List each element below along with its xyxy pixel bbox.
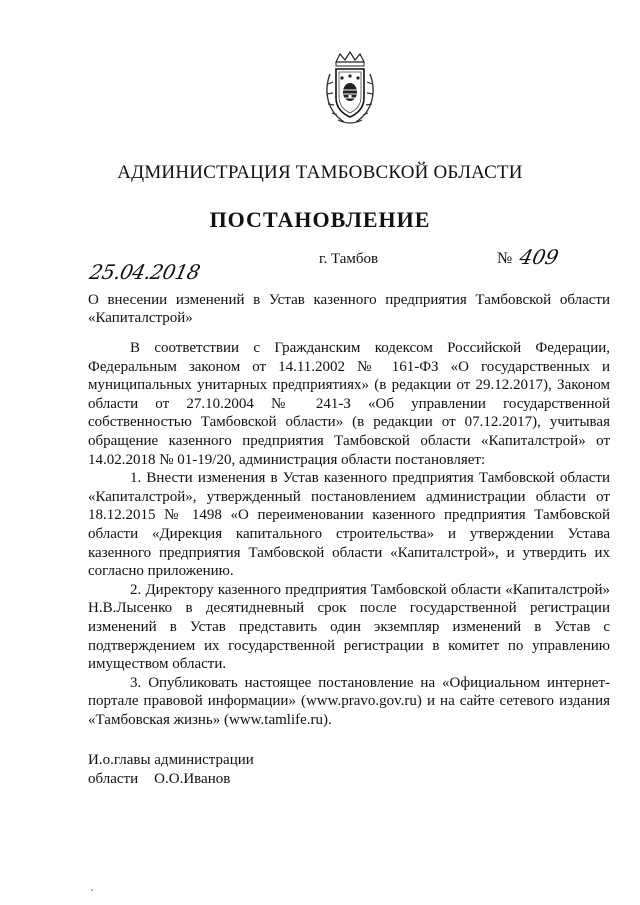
signatory-line2 — [88, 770, 254, 789]
city-label: г. Тамбов — [319, 251, 379, 267]
agency-title: АДМИНИСТРАЦИЯ ТАМБОВСКОЙ ОБЛАСТИ — [117, 162, 523, 183]
clause-1-paragraph: 1. Внести изменения в Устав казенного предприятия Тамбовской области «Капиталстрой», утвержденный постановлением администрации области от 18.12.2015 № 1498 «О переименовании казенного предприятия Тамбовской области «Дирекция капитального строительства» и утверждении Устава казенного предприятия Тамбовской области «Капиталстрой», и утвердить их согласно приложению. — [88, 470, 610, 580]
scan-speck — [91, 889, 93, 891]
handwritten-date: 25.04.2018 — [87, 260, 203, 284]
document-type-title: ПОСТАНОВЛЕНИЕ — [209, 207, 431, 232]
signatory-position-line1: И.о.главы администрации — [88, 752, 254, 768]
handwritten-document-number: 409 — [517, 245, 561, 269]
signatory-name: О.О.Иванов — [154, 771, 231, 787]
signatory-position-line2: области — [88, 771, 139, 787]
clause-3-paragraph: 3. Опубликовать настоящее постановление на «Официальном интернет-портале правовой информации» (www.pravo.gov.ru) и на сайте сетевого издания «Тамбовская жизнь» (www.tamlife.ru). — [88, 674, 610, 728]
preamble-paragraph: В соответствии с Гражданским кодексом Российской Федерации, Федеральным законом от 14.11.2002 № 161-ФЗ «О государственных и муниципальных унитарных предприятиях» (в редакции от 29.12.2017), Законом области от 27.10.2004 № 241-З «Об управлении государственной собственностью Тамбовской области» (в редакции от 07.12.2017), учитывая обращение казенного предприятия Тамбовской области «Капиталстрой» от 14.02.2018 № 01-19/20, администрация области постановляет: — [88, 340, 610, 468]
document-body — [88, 339, 610, 729]
coat-of-arms-icon — [322, 50, 378, 126]
number-sign: № — [497, 250, 513, 267]
signature-block — [88, 751, 254, 789]
clause-2-paragraph: 2. Директору казенного предприятия Тамбовской области «Капиталстрой» Н.В.Лысенко в десятидневный срок после государственной регистрации изменений в Устав представить один экземпляр изменений в Устав с подтверждением их государственной регистрации в комитет по управлению имуществом области. — [88, 581, 610, 673]
document-subject: О внесении изменений в Устав казенного предприятия Тамбовской области «Капиталстрой» — [88, 292, 610, 326]
